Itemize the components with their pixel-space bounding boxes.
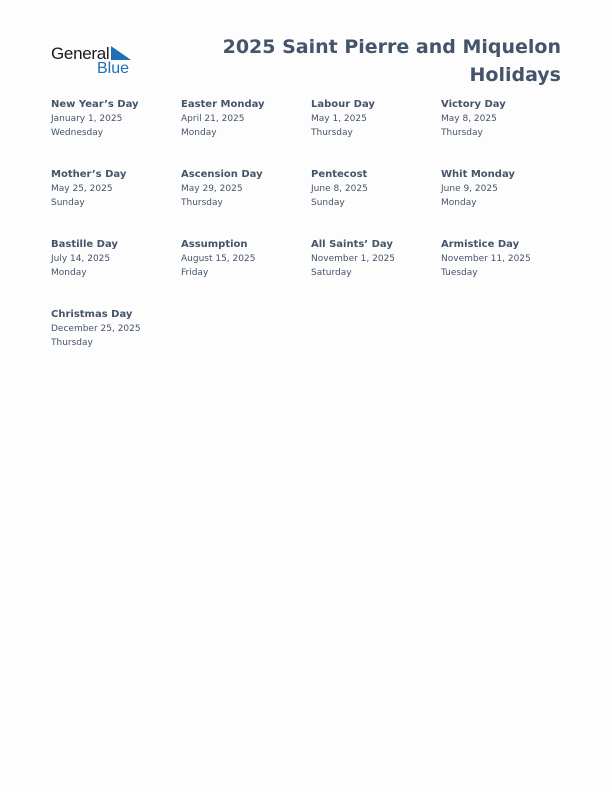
logo-text-blue: Blue [97,60,130,77]
holiday-weekday: Wednesday [51,128,104,138]
page-title: 2025 Saint Pierre and Miquelon Holidays [222,36,561,86]
holiday-name: Labour Day [311,99,375,110]
holiday-weekday: Saturday [311,268,352,278]
holiday-date: May 8, 2025 [441,114,497,124]
holiday-date: August 15, 2025 [181,254,256,264]
holiday-item [311,168,441,238]
holiday-name: Whit Monday [441,169,515,180]
holiday-name: Victory Day [441,99,506,110]
holiday-item [311,238,441,308]
holiday-date: July 14, 2025 [51,254,111,264]
holiday-weekday: Monday [441,198,477,208]
holiday-item [181,238,311,308]
holiday-name: Mother’s Day [51,169,127,180]
holiday-name: Armistice Day [441,239,520,250]
holiday-item [441,238,571,308]
holiday-item [441,168,571,238]
holiday-name: Ascension Day [181,169,263,180]
holiday-item [51,98,181,168]
holiday-name: Pentecost [311,169,368,180]
holiday-item [181,98,311,168]
logo-triangle-icon [111,46,131,60]
logo-text-general: General [51,44,110,63]
holiday-weekday: Friday [181,268,209,278]
holiday-name: New Year’s Day [51,99,139,110]
holiday-name: Bastille Day [51,239,118,250]
generalblue-logo [51,44,141,80]
holiday-item [311,98,441,168]
holiday-item [51,168,181,238]
holiday-date: June 9, 2025 [441,184,498,194]
holiday-weekday: Sunday [311,198,345,208]
holiday-weekday: Thursday [181,198,223,208]
holiday-weekday: Monday [181,128,217,138]
holiday-item [441,98,571,168]
holiday-date: November 1, 2025 [311,254,396,264]
holiday-name: All Saints’ Day [311,239,393,250]
holiday-item [51,308,181,378]
holiday-weekday: Thursday [51,338,93,348]
holiday-weekday: Sunday [51,198,85,208]
holiday-date: May 1, 2025 [311,114,367,124]
holiday-date: January 1, 2025 [51,114,123,124]
holiday-item [51,238,181,308]
holiday-item [181,168,311,238]
holiday-date: December 25, 2025 [51,324,141,334]
holiday-date: May 29, 2025 [181,184,243,194]
holiday-date: May 25, 2025 [51,184,113,194]
holiday-name: Christmas Day [51,309,133,320]
holiday-name: Easter Monday [181,99,265,110]
holiday-date: April 21, 2025 [181,114,245,124]
holiday-name: Assumption [181,239,248,250]
holiday-weekday: Tuesday [441,268,478,278]
holiday-date: November 11, 2025 [441,254,531,264]
holiday-weekday: Thursday [311,128,353,138]
holiday-weekday: Monday [51,268,87,278]
holiday-date: June 8, 2025 [311,184,368,194]
holiday-weekday: Thursday [441,128,483,138]
holiday-grid [51,98,571,378]
